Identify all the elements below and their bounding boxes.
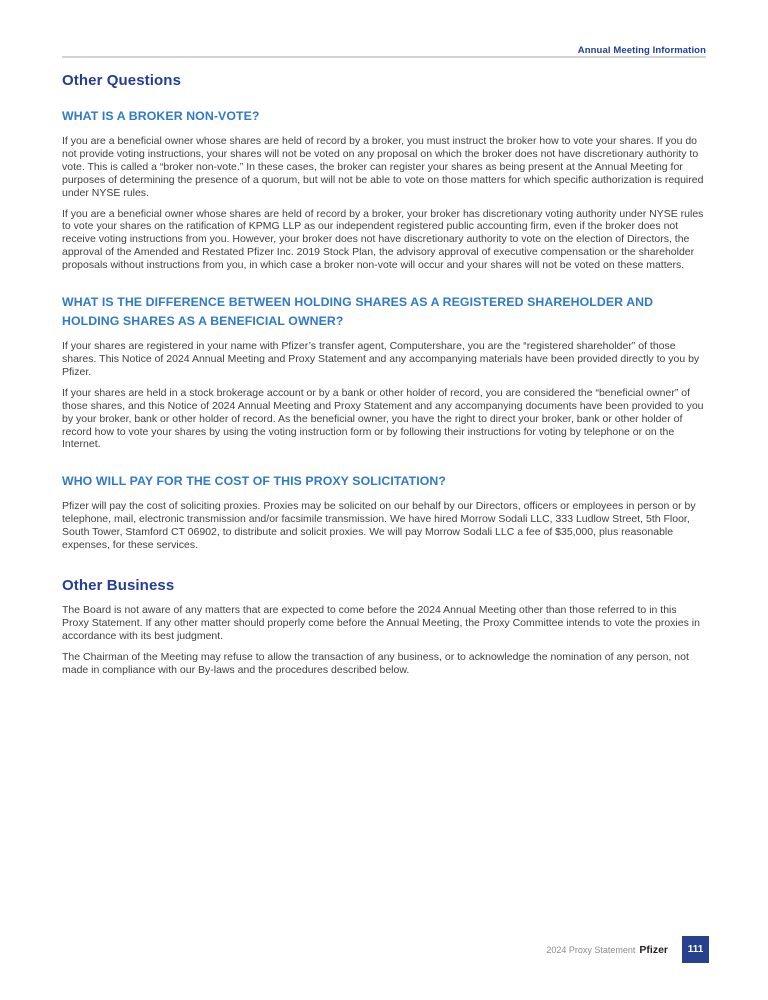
paragraph-other-business-1: The Board is not aware of any matters that are expected to come before the 2024 Annual Meeting other than those referred to in this Proxy Statement. If any other matter should properly come before the Annual Meeting, the Proxy Committee intends to vote the proxies in accordance with its best judgment. — [62, 603, 700, 642]
running-header: Annual Meeting Information — [577, 45, 706, 56]
paragraph-other-business-2: The Chairman of the Meeting may refuse to allow the transaction of any business, or to acknowledge the nomination of any person, not made in compliance with our By-laws and the procedures described below. — [62, 650, 689, 676]
paragraph-broker-non-vote-2: If you are a beneficial owner whose shares are held of record by a broker, your broker has discretionary voting authority under NYSE rules to vote your shares on the ratification of KPMG LLP as our independent registered public accounting firm, even if the broker does not receive voting instructions from you. However, your broker does not have discretionary authority to vote on the election of Directors, the approval of the Amended and Restated Pfizer Inc. 2019 Stock Plan, the advisory approval of executive compensation or the shareholder proposals without instructions from you, in which case a broker non-vote will occur and your shares will not be voted on these matters. — [62, 207, 704, 272]
paragraph-solicitation-cost: Pfizer will pay the cost of soliciting proxies. Proxies may be solicited on our behalf by our Directors, officers or employees in person or by telephone, mail, electronic transmission and/or facsimile transmission. We have hired Morrow Sodali LLC, 333 Ludlow Street, 5th Floor, South Tower, Stamford CT 06902, to distribute and solicit proxies. We will pay Morrow Sodali LLC a fee of $35,000, plus reasonable expenses, for these services. — [62, 500, 696, 552]
page-number-badge: 111 — [682, 936, 709, 963]
question-heading-broker-non-vote: WHAT IS A BROKER NON-VOTE? — [62, 109, 260, 123]
section-title-other-questions: Other Questions — [62, 72, 182, 89]
page-content — [62, 71, 706, 676]
paragraph-beneficial-owner: If your shares are held in a stock brokerage account or by a bank or other holder of record, you are considered the “beneficial owner” of those shares, and this Notice of 2024 Annual Meeting and Proxy Statement and any accompanying documents have been provided to you by your broker, bank or other holder of record. As the beneficial owner, you have the right to direct your broker, bank or other holder of record how to vote your shares by using the voting instruction form or by following their instructions for voting by telephone or on the Internet. — [62, 386, 704, 451]
footer-brand: Pfizer — [639, 943, 668, 956]
question-heading-registered-vs-beneficial: WHAT IS THE DIFFERENCE BETWEEN HOLDING SHARES AS A REGISTERED SHAREHOLDER AND HOLDING SHARES AS A BENEFICIAL OWNER? — [62, 295, 654, 329]
question-heading-proxy-solicitation-cost: WHO WILL PAY FOR THE COST OF THIS PROXY SOLICITATION? — [62, 474, 447, 489]
paragraph-broker-non-vote-1: If you are a beneficial owner whose shares are held of record by a broker, you must instruct the broker how to vote your shares. If you do not provide voting instructions, your shares will not be voted on any proposal on which the broker does not have discretionary authority to vote. This is called a “broker non-vote.” In these cases, the broker can register your shares as being present at the Annual Meeting for purposes of determining the presence of a quorum, but will not be able to vote on those matters for which specific authorization is required under NYSE rules. — [62, 135, 704, 199]
header-divider — [62, 56, 706, 58]
paragraph-registered-shareholder: If your shares are registered in your name with Pfizer’s transfer agent, Computershare, you are the “registered shareholder” of those shares. This Notice of 2024 Annual Meeting and Proxy Statement and any accompanying materials have been provided directly to you by Pfizer. — [62, 340, 700, 378]
page-footer — [62, 936, 709, 963]
section-title-other-business: Other Business — [62, 576, 175, 594]
footer-statement: 2024 Proxy Statement — [546, 944, 636, 955]
